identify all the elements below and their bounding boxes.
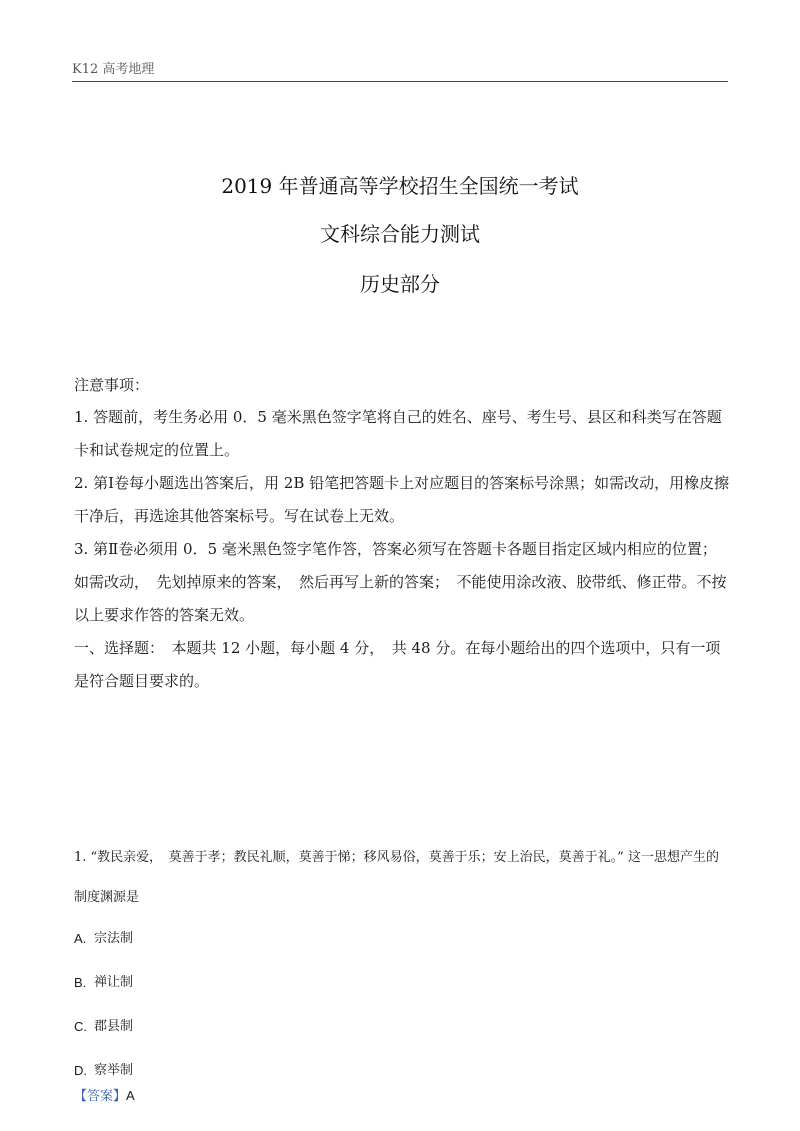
option-text: 宗法制 <box>94 931 134 946</box>
instruction-item-2: 2. 第Ⅰ卷每小题选出答案后，用 2B 铅笔把答题卡上对应题目的答案标号涂黑；如需改动，用橡皮擦干净后，再选途其他答案标号。写在试卷上无效。 <box>74 474 730 525</box>
instructions-heading: 注意事项： <box>74 376 150 394</box>
instruction-item-1: 1. 答题前，考生务必用 0．5 毫米黑色签字笔将自己的姓名、座号、考生号、县区和科类写在答题卡和试卷规定的位置上。 <box>74 408 722 459</box>
section-instruction: 一、选择题： 本题共 12 小题，每小题 4 分， 共 48 分。在每小题给出的四个选项中，只有一项是符合题目要求的。 <box>74 639 721 690</box>
option-letter: B. <box>74 975 87 990</box>
option-text: 察举制 <box>94 1063 134 1078</box>
option-text: 郡县制 <box>94 1019 134 1034</box>
option-c <box>74 1012 730 1056</box>
answer-line <box>74 1085 135 1104</box>
option-a <box>74 924 730 968</box>
option-text: 禅让制 <box>94 975 134 990</box>
option-b <box>74 968 730 1012</box>
option-list <box>74 924 730 1100</box>
option-letter: A. <box>74 931 87 946</box>
question-stem: 1. “教民亲爱， 莫善于孝；教民礼顺，莫善于悌；移风易俗，莫善于乐；安上治民，莫善于礼。” 这一思想产生的制度渊源是 <box>74 850 719 905</box>
instruction-item-3: 3. 第Ⅱ卷必须用 0．5 毫米黑色签字笔作答，答案必须写在答题卡各题目指定区域内相应的位置；如需改动， 先划掉原来的答案， 然后再写上新的答案； 不能使用涂改液、胶带纸、修正带。不按以上要求作答的答案无效。 <box>74 540 727 624</box>
option-d <box>74 1056 730 1100</box>
option-letter: D. <box>74 1063 87 1078</box>
exam-subtitle: 文科综合能力测试 <box>320 222 480 246</box>
header-divider <box>72 81 728 82</box>
option-letter: C. <box>74 1019 87 1034</box>
page-header: K12 高考地理 <box>72 62 155 77</box>
instructions <box>74 373 730 698</box>
exam-title: 2019 年普通高等学校招生全国统一考试 <box>221 174 579 198</box>
exam-section-title: 历史部分 <box>360 272 440 296</box>
answer-value: A <box>126 1088 135 1103</box>
question-1 <box>74 838 730 1100</box>
answer-label: 【答案】 <box>74 1089 127 1104</box>
